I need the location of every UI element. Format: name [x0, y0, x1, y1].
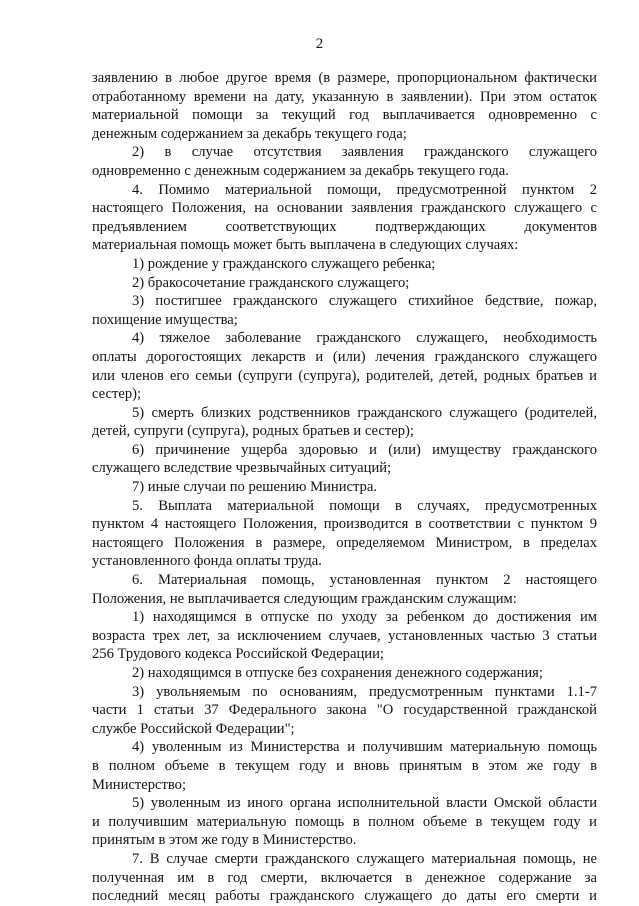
text-line: установленного фонда оплаты труда. [92, 553, 322, 570]
text-line: 5) уволенным из иного органа исполнительной власти Омской области [132, 795, 597, 812]
text-line: 4) уволенным из Министерства и получившим материальную помощь [132, 739, 597, 756]
text-line: 5. Выплата материальной помощи в случаях, предусмотренных [132, 497, 597, 514]
text-line: Положения, не выплачивается следующим гражданским служащим: [92, 590, 517, 607]
text-line: 4) тяжелое заболевание гражданского служащего, необходимость [132, 330, 597, 347]
text-line: настоящего Положения в размере, определяемом Министром, в пределах [92, 534, 597, 551]
text-line: 4. Помимо материальной помощи, предусмотренной пунктом 2 [132, 181, 597, 198]
text-line: и получившим материальную помощь в полном объеме в текущем году и [92, 813, 597, 830]
text-line: в полном объеме в текущем году и вновь принятым в этом же году в [92, 757, 597, 774]
text-line: 2) в случае отсутствия заявления гражданского служащего [132, 144, 597, 161]
text-line: детей, супруги (супруга), родных братьев и сестер); [92, 423, 414, 440]
text-line: или членов его семьи (супруги (супруга), родителей, детей, родных братьев и [92, 367, 597, 384]
text-line: одновременно с денежным содержанием за декабрь текущего года. [92, 162, 509, 179]
text-line: 3) постигшее гражданского служащего стихийное бедствие, пожар, [132, 293, 597, 310]
text-line: Министерство; [92, 776, 187, 793]
text-line: предъявлением соответствующих подтверждающих документов [92, 218, 597, 235]
text-line: 7) иные случаи по решению Министра. [132, 479, 377, 496]
text-line: похищение имущества; [92, 311, 238, 328]
text-line: 1) находящимся в отпуске по уходу за ребенком до достижения им [132, 609, 597, 626]
text-line: полученная им в год смерти, включается в денежное содержание за [92, 869, 597, 886]
text-line: 7. В случае смерти гражданского служащего материальная помощь, не [132, 850, 597, 867]
text-line: настоящего Положения, на основании заявления гражданского служащего с [92, 200, 597, 217]
text-line: 5) смерть близких родственников гражданского служащего (родителей, [132, 404, 597, 421]
page-number: 2 [315, 36, 324, 52]
text-line: 2) бракосочетание гражданского служащего; [132, 274, 410, 291]
text-line: возраста трех лет, за исключением случаев, установленных частью 3 статьи [92, 627, 597, 644]
text-line: сестер); [92, 386, 142, 403]
text-line: денежным содержанием за декабрь текущего года; [92, 125, 407, 142]
text-line: материальной помощи за текущий год выплачивается одновременно с [92, 107, 597, 124]
text-line: 3) увольняемым по основаниям, предусмотренным пунктами 1.1-7 [132, 683, 597, 700]
body-text [92, 69, 597, 906]
text-line: материальная помощь может быть выплачена в следующих случаях: [92, 237, 519, 254]
text-line: принятым в этом же году в Министерство. [92, 832, 357, 849]
text-line: отработанному времени на дату, указанную в заявлении). При этом остаток [92, 88, 597, 105]
text-line: службе Российской Федерации"; [92, 720, 295, 737]
text-line: пунктом 4 настоящего Положения, производится в соответствии с пунктом 9 [92, 516, 597, 533]
text-line: последний месяц работы гражданского служащего до даты его смерти и [92, 888, 597, 905]
text-line: служащего вследствие чрезвычайных ситуаций; [92, 460, 392, 477]
text-line: 6. Материальная помощь, установленная пунктом 2 настоящего [132, 572, 597, 589]
text-line: 1) рождение у гражданского служащего ребенка; [132, 255, 436, 272]
text-line: 256 Трудового кодекса Российской Федерации; [92, 646, 384, 663]
text-line: 2) находящимся в отпуске без сохранения денежного содержания; [132, 665, 543, 681]
text-line: части 1 статьи 37 Федерального закона "О государственной гражданской [92, 702, 597, 719]
text-line: заявлению в любое другое время (в размере, пропорциональном фактически [92, 70, 597, 86]
text-line: 6) причинение ущерба здоровью и (или) имуществу гражданского [132, 441, 597, 458]
text-line: оплаты дорогостоящих лекарств и (или) лечения гражданского служащего [92, 348, 597, 365]
